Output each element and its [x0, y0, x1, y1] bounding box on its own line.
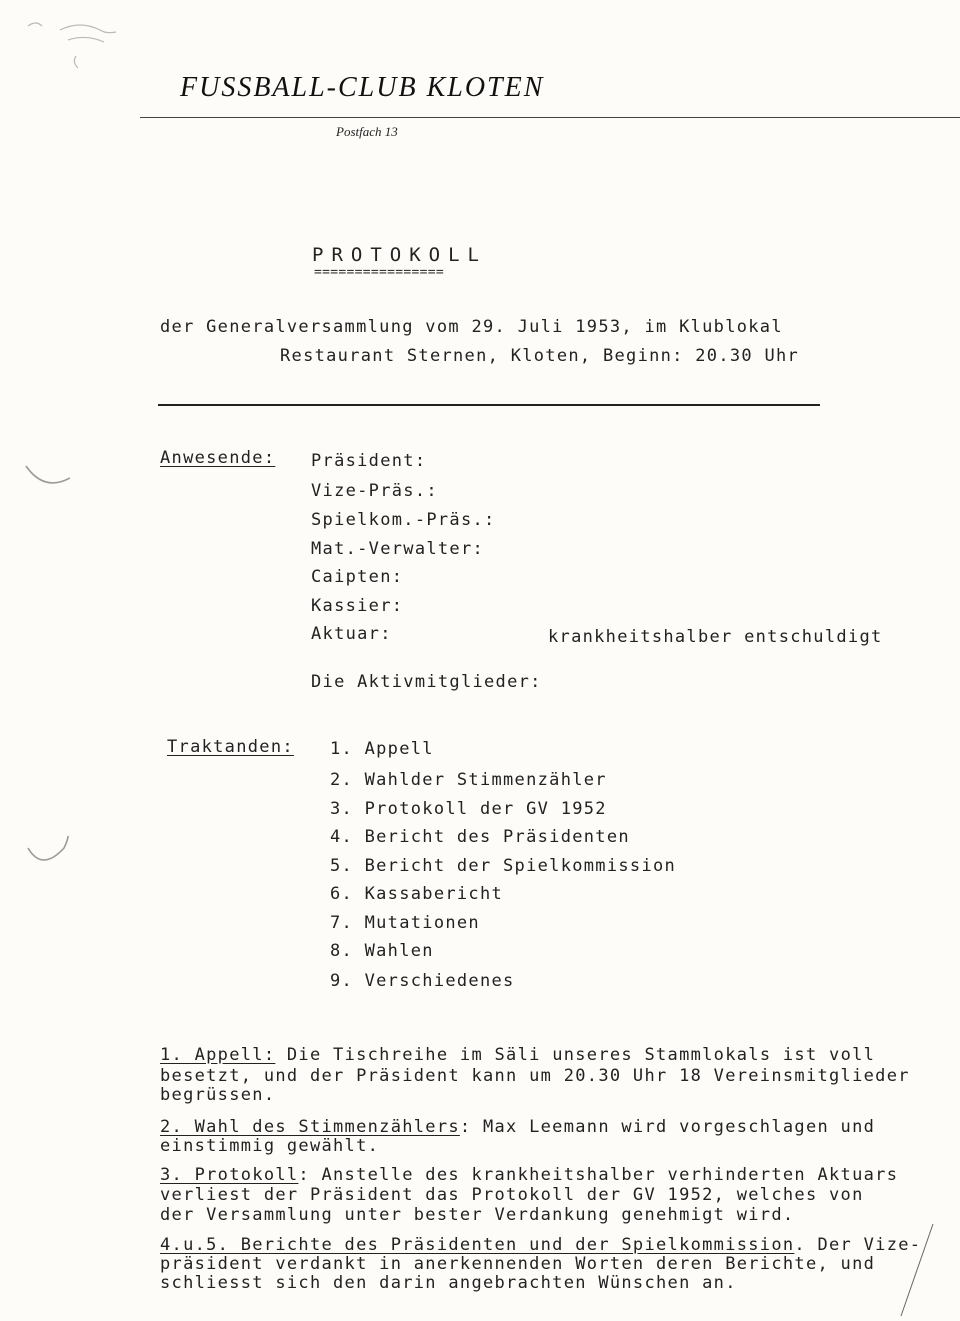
- agenda-item: 8. Wahlen: [330, 941, 434, 961]
- minutes-protokoll-line-3: der Versammlung unter bester Verdankung genehmigt wird.: [160, 1205, 795, 1225]
- role-spielkom-praes: Spielkom.-Präs.:: [311, 510, 496, 530]
- punch-hole-mark-top: [10, 450, 70, 500]
- agenda-item: 2. Wahlder Stimmenzähler: [330, 770, 607, 790]
- role-vize-praes: Vize-Präs.:: [311, 481, 438, 501]
- punch-hole-mark-bottom: [20, 826, 80, 876]
- role-mat-verwalter: Mat.-Verwalter:: [311, 539, 485, 559]
- meeting-line-1: der Generalversammlung vom 29. Juli 1953, im Klublokal: [160, 317, 783, 337]
- minutes-protokoll-text: : Anstelle des krankheitshalber verhinderten Aktuars: [298, 1165, 899, 1185]
- meeting-line-2: Restaurant Sternen, Kloten, Beginn: 20.30 Uhr: [280, 346, 800, 366]
- minutes-berichte-text: . Der Vize-: [794, 1235, 922, 1255]
- minutes-berichte-line-1: [160, 1236, 921, 1255]
- minutes-appell-line-2: besetzt, und der Präsident kann um 20.30 Uhr 18 Vereinsmitglieder: [160, 1066, 910, 1086]
- header-rule: [158, 404, 820, 406]
- agenda-item: 6. Kassabericht: [330, 884, 504, 904]
- postfach-address: Postfach 13: [336, 124, 398, 139]
- role-praesident: Präsident:: [311, 451, 427, 471]
- margin-pencil-stroke: [895, 1220, 945, 1320]
- minutes-berichte-line-2: präsident verdankt in anerkennenden Worten deren Berichte, und: [160, 1254, 876, 1274]
- minutes-protokoll-heading: 3. Protokoll: [160, 1165, 299, 1185]
- role-kassier: Kassier:: [311, 596, 404, 616]
- minutes-protokoll-line-2: verliest der Präsident das Protokoll der GV 1952, welches von: [160, 1185, 864, 1205]
- minutes-appell-line-3: begrüssen.: [160, 1085, 276, 1105]
- minutes-appell-heading: 1. Appell:: [160, 1045, 276, 1065]
- document-title: PROTOKOLL: [312, 244, 487, 266]
- minutes-stimmenzaehler-line-2: einstimmig gewählt.: [160, 1136, 380, 1156]
- letterhead-rule: [140, 117, 960, 118]
- minutes-berichte-heading: 4.u.5. Berichte des Präsidenten und der Spielkommission: [160, 1235, 795, 1255]
- minutes-stimmenzaehler-line-1: [160, 1118, 875, 1137]
- agenda-item: 4. Bericht des Präsidenten: [330, 827, 630, 847]
- attendees-label: Anwesende:: [160, 448, 276, 468]
- agenda-item: 7. Mutationen: [330, 913, 480, 933]
- minutes-appell-line-1: [160, 1046, 875, 1065]
- minutes-protokoll-line-1: [160, 1166, 898, 1185]
- agenda-item: 3. Protokoll der GV 1952: [330, 799, 607, 819]
- minutes-stimmenzaehler-heading: 2. Wahl des Stimmenzählers: [160, 1117, 460, 1137]
- role-caipten: Caipten:: [311, 567, 404, 587]
- active-members-label: Die Aktivmitglieder:: [311, 672, 542, 692]
- agenda-item: 1. Appell: [330, 739, 434, 759]
- minutes-stimmenzaehler-text: : Max Leemann wird vorgeschlagen und: [459, 1117, 876, 1137]
- aktuar-excuse-note: krankheitshalber entschuldigt: [548, 627, 883, 647]
- minutes-appell-text: Die Tischreihe im Säli unseres Stammlokals ist voll: [275, 1045, 876, 1065]
- agenda-item: 9. Verschiedenes: [330, 971, 515, 991]
- minutes-berichte-line-3: schliesst sich den darin angebrachten Wünschen an.: [160, 1273, 737, 1293]
- corner-scribble: [20, 10, 130, 80]
- agenda-item: 5. Bericht der Spielkommission: [330, 856, 677, 876]
- club-name: FUSSBALL-CLUB KLOTEN: [180, 72, 545, 103]
- title-underline: ================: [314, 265, 445, 280]
- role-aktuar: Aktuar:: [311, 624, 392, 644]
- agenda-label: Traktanden:: [167, 737, 294, 757]
